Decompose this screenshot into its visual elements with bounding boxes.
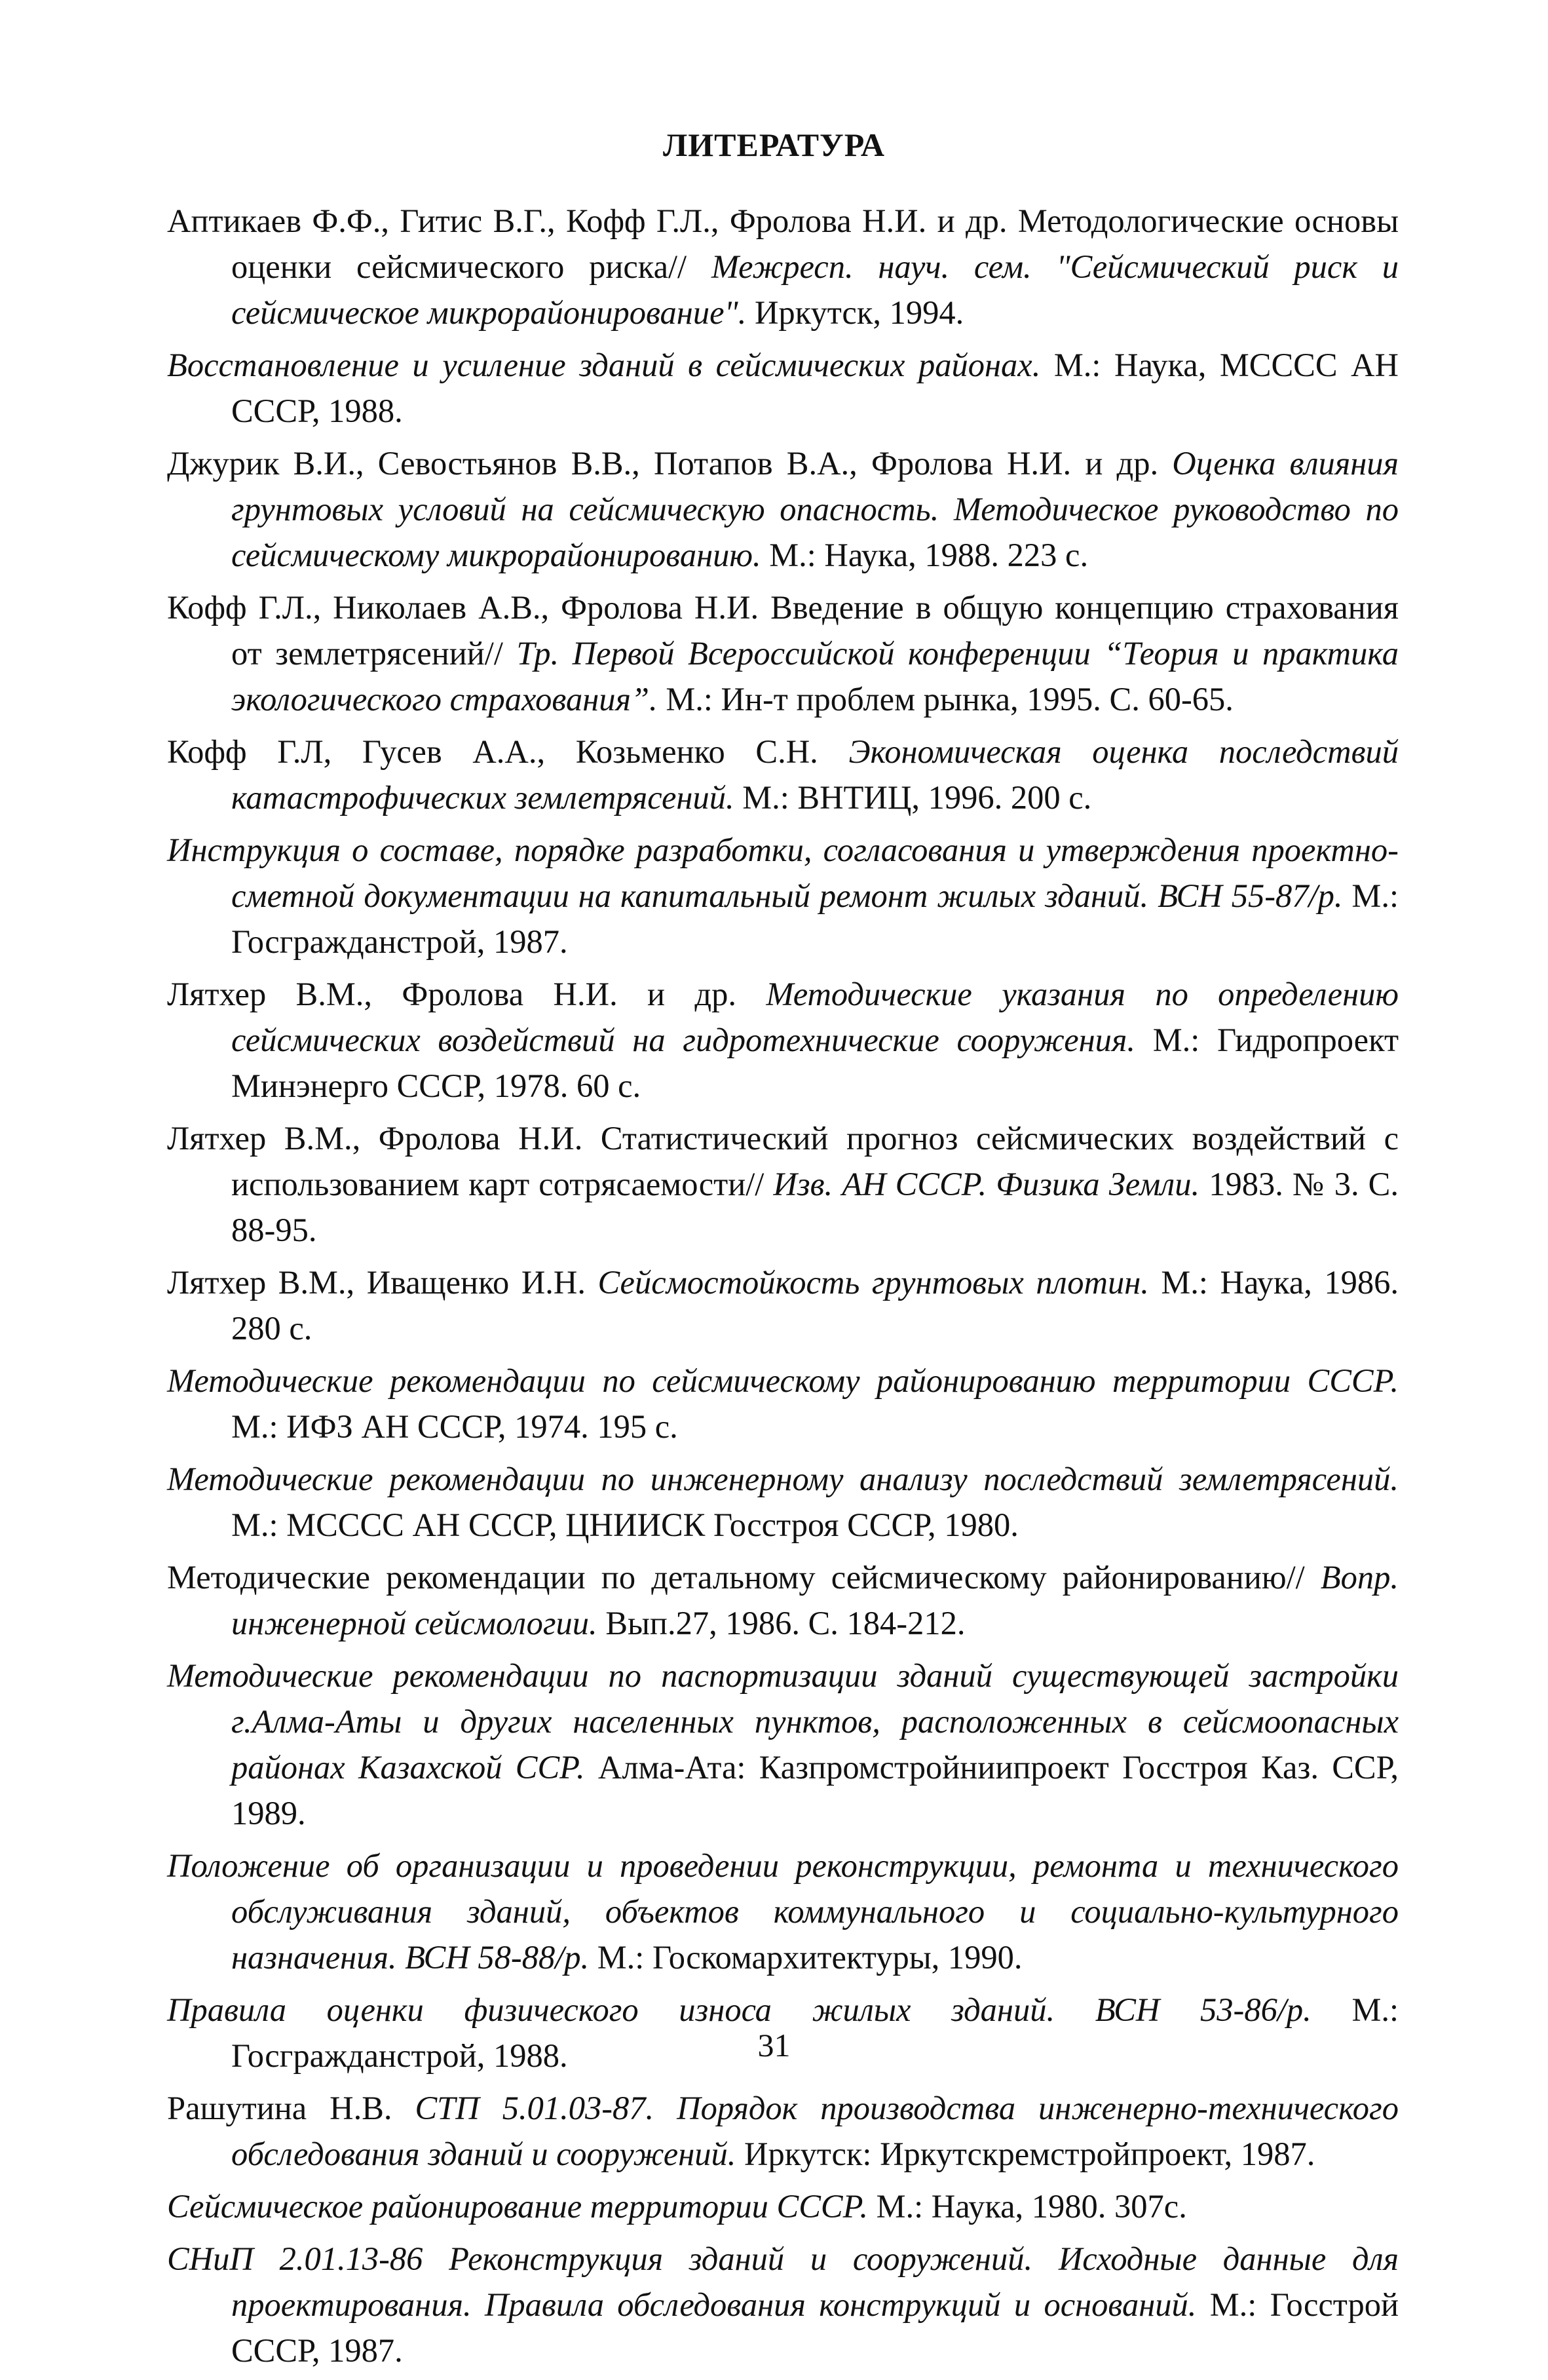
reference-text: 1983. № 3. С. 88-95. <box>231 1166 1399 1248</box>
reference-title-italic: СНиП 2.01.13-86 Реконструкция зданий и сооружений. Исходные данные для проектирования. Правила обследования конструкций и оснований. <box>167 2240 1399 2323</box>
reference-text: Иркутск: Иркутскремстройпроект, 1987. <box>736 2136 1315 2172</box>
reference-entry <box>167 971 1399 1109</box>
reference-entry <box>167 2236 1399 2373</box>
reference-title-italic: Методические указания по определению сейсмических воздействий на гидротехнические сооружения. <box>231 976 1399 1058</box>
reference-entry <box>167 2183 1399 2229</box>
reference-text: М.: Наука, МСССС АН СССР, 1988. <box>231 347 1399 429</box>
reference-text: М.: Госкомархитектуры, 1990. <box>589 1939 1023 1976</box>
reference-entry <box>167 1843 1399 1980</box>
reference-text: М.: Госстрой СССР, 1987. <box>231 2286 1399 2369</box>
reference-text: Джурик В.И., Севостьянов В.В., Потапов В.А., Фролова Н.И. и др. <box>167 445 1173 482</box>
reference-text: Лятхер В.М., Фролова Н.И. и др. <box>167 976 766 1012</box>
reference-text: М.: Ин-т проблем рынка, 1995. С. 60-65. <box>657 681 1234 718</box>
reference-text: Кофф Г.Л, Гусев А.А., Козьменко С.Н. <box>167 733 849 770</box>
reference-text: М.: Госгражданстрой, 1987. <box>231 877 1399 960</box>
reference-entry <box>167 729 1399 820</box>
reference-title-italic: Восстановление и усиление зданий в сейсмических районах. <box>167 347 1041 383</box>
reference-title-italic: Оценка влияния грунтовых условий на сейсмическую опасность. Методическое руководство по сейсмическому микрорайонированию. <box>231 445 1399 573</box>
reference-text: М.: Наука, 1988. 223 с. <box>761 537 1089 573</box>
reference-entry <box>167 2085 1399 2177</box>
reference-entry <box>167 1653 1399 1836</box>
reference-text: Аптикаев Ф.Ф., Гитис В.Г., Кофф Г.Л., Фролова Н.И. и др. Методологические основы оценки сейсмического риска// <box>167 202 1399 285</box>
reference-text: М.: МСССС АН СССР, ЦНИИСК Госстроя СССР, 1980. <box>231 1507 1019 1543</box>
reference-text: М.: Госгражданстрой, 1988. <box>231 1991 1399 2074</box>
reference-title-italic: Тр. Первой Всероссийской конференции “Теория и практика экологического страхования”. <box>231 635 1399 718</box>
page-number: 31 <box>757 2027 791 2063</box>
reference-text: М.: ИФЗ АН СССР, 1974. 195 с. <box>231 1408 678 1445</box>
reference-title-italic: Изв. АН СССР. Физика Земли. <box>773 1166 1200 1202</box>
reference-text: Иркутск, 1994. <box>746 294 964 331</box>
reference-title-italic: Правила оценки физического износа жилых зданий. ВСН 53-86/р. <box>167 1991 1312 2028</box>
reference-text: Кофф Г.Л., Николаев А.В., Фролова Н.И. Введение в общую концепцию страхования от землетрясений// <box>167 589 1399 672</box>
reference-title-italic: Методические рекомендации по сейсмическому районированию территории СССР. <box>167 1362 1399 1399</box>
page-title: ЛИТЕРАТУРА <box>662 126 885 163</box>
reference-entry <box>167 1358 1399 1449</box>
reference-entry <box>167 1259 1399 1351</box>
reference-text: М.: Наука, 1980. 307с. <box>868 2188 1187 2225</box>
reference-entry <box>167 827 1399 965</box>
reference-text: Методические рекомендации по детальному сейсмическому районированию// <box>167 1559 1321 1596</box>
reference-text: Алма-Ата: Казпромстройниипроект Госстроя Каз. ССР, 1989. <box>231 1749 1399 1832</box>
reference-entry <box>167 585 1399 722</box>
reference-title-italic: Экономическая оценка последствий катастрофических землетрясений. <box>231 733 1399 816</box>
reference-entry <box>167 342 1399 434</box>
reference-text: М.: ВНТИЦ, 1996. 200 с. <box>734 779 1092 816</box>
reference-text: Рашутина Н.В. <box>167 2090 415 2126</box>
reference-entry <box>167 440 1399 578</box>
reference-text: Вып.27, 1986. С. 184-212. <box>597 1605 966 1641</box>
reference-title-italic: Методические рекомендации по паспортизации зданий существующей застройки г.Алма-Аты и других населенных пунктов, расположенных в сейсмоопасных районах Казахской ССР. <box>167 1657 1399 1786</box>
reference-title-italic: Сейсмостойкость грунтовых плотин. <box>597 1264 1149 1301</box>
reference-text: Лятхер В.М., Фролова Н.И. Статистический прогноз сейсмических воздействий с использованием карт сотрясаемости// <box>167 1120 1399 1202</box>
reference-title-italic: Вопр. инженерной сейсмологии. <box>231 1559 1399 1641</box>
reference-entry <box>167 198 1399 336</box>
reference-title-italic: Сейсмическое районирование территории СССР. <box>167 2188 868 2225</box>
reference-title-italic: Инструкция о составе, порядке разработки, согласования и утверждения проектно-сметной документации на капитальный ремонт жилых зданий. ВСН 55-87/р. <box>167 832 1399 914</box>
reference-entry <box>167 1456 1399 1548</box>
reference-title-italic: Межресп. науч. сем. "Сейсмический риск и сейсмическое микрорайонирование". <box>231 248 1399 331</box>
reference-title-italic: Методические рекомендации по инженерному анализу последствий землетрясений. <box>167 1461 1399 1497</box>
reference-text: Лятхер В.М., Иващенко И.Н. <box>167 1264 598 1301</box>
reference-title-italic: Положение об организации и проведении реконструкции, ремонта и технического обслуживания зданий, объектов коммунального и социально-культурного назначения. ВСН 58-88/р. <box>167 1847 1399 1976</box>
reference-text: М.: Наука, 1986. 280 с. <box>231 1264 1399 1347</box>
reference-text: М.: Гидропроект Минэнерго СССР, 1978. 60 с. <box>231 1022 1399 1104</box>
reference-title-italic: СТП 5.01.03-87. Порядок производства инженерно-технического обследования зданий и сооружений. <box>231 2090 1399 2172</box>
reference-entry <box>167 1554 1399 1646</box>
reference-entry <box>167 1115 1399 1253</box>
